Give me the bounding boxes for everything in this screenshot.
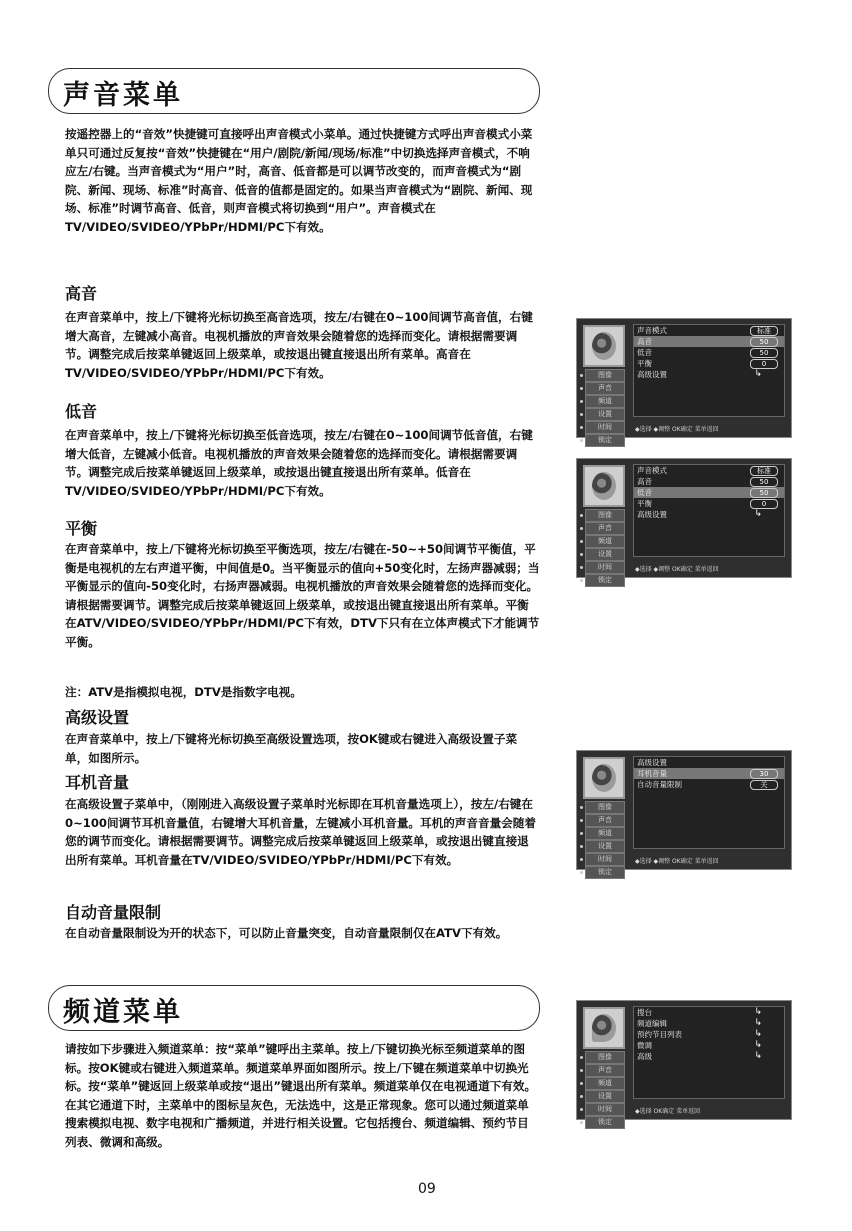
osd-footer: ◆选择 ◆调整 OK确定 菜单返回 [635, 858, 719, 865]
osd-side-item: 时间 [585, 561, 625, 574]
osd-row-selected: 高音 50 [634, 336, 784, 347]
osd-side-item: 设置 [585, 1090, 625, 1103]
osd-row: 预约节目列表 ↳ [637, 1029, 762, 1039]
osd-side-item: 设置 [585, 840, 625, 853]
osd-row: 自动音量限制 关 [634, 779, 784, 790]
osd-row: 频道编辑 ↳ [637, 1018, 762, 1028]
osd-row: 低音 50 [634, 347, 784, 358]
note-text: 注：ATV是指模拟电视，DTV是指数字电视。 [65, 685, 302, 699]
sound-intro-text: 按遥控器上的“音效”快捷键可直接呼出声音模式小菜单。通过快捷键方式呼出声音模式小菜单只可通过反复按“音效”快捷键在“用户/剧院/新闻/现场/标准”中切换选择声音模式，不响应左/右键。当声音模式为“用户”时，高音、低音都是可以调节改变的，而声音模式为“剧院、新闻、现场、标准”时高音、低音的值都是固定的。如果当声音模式为“剧院、新闻、现场、标准”时调节高音、低音，则声音模式将切换到“用户”。声音模式在TV/VIDEO/SVIDEO/YPbPr/HDMI/PC下有效。 [65, 127, 533, 234]
osd-row: 高级 ↳ [637, 1051, 762, 1061]
osd-row: 声音模式 标准 [634, 325, 784, 336]
osd-side-item: 锁定 [585, 866, 625, 879]
satellite-dish-icon [583, 1007, 625, 1049]
bass-title: 低音 [65, 402, 98, 421]
osd-sidebar [585, 369, 625, 447]
balance-text: 在声音菜单中，按上/下键将光标切换至平衡选项，按左/右键在-50~+50间调节平衡值，平衡是电视机的左右声道平衡，中间值是0。当平衡显示的值向+50变化时，左扬声器减弱；当平衡显示的值向-50变化时，右扬声器减弱。电视机播放的声音效果会随着您的选择而变化。请根据需要调节。调整完成后按菜单键返回上级菜单，或按退出键直接退出所有菜单。平衡在ATV/VIDEO/SVIDEO/YPbPr/HDMI/PC下有效，DTV下只有在立体声模式下才能调节平衡。 [65, 542, 540, 649]
osd-panel [633, 464, 785, 557]
sound-menu-header [48, 68, 540, 114]
advanced-title: 高级设置 [65, 708, 130, 727]
osd-sound-treble [576, 318, 792, 444]
bass-text: 在声音菜单中，按上/下键将光标切换至低音选项，按左/右键在0~100间调节低音值，右键增大低音，左键减小低音。电视机播放的声音效果会随着您的选择而变化。请根据需要调节。调整完成后按菜单键返回上级菜单，或按退出键直接退出所有菜单。低音在TV/VIDEO/SVIDEO/YPbPr/HDMI/PC下有效。 [65, 428, 533, 498]
osd-side-item: 频道 [585, 535, 625, 548]
osd-side-item: 图像 [585, 801, 625, 814]
channel-text: 请按如下步骤进入频道菜单：按“菜单”键呼出主菜单。按上/下键切换光标至频道菜单的图标。按OK键或右键进入频道菜单。频道菜单界面如图所示。按上/下键在频道菜单中切换光标。按“菜单”键返回上级菜单或按“退出”键退出所有菜单。频道菜单仅在电视通道下有效。在其它通道下时，主菜单中的图标呈灰色，无法选中，这是正常现象。您可以通过频道菜单搜索模拟电视、数字电视和广播频道，并进行相关设置。它包括搜台、频道编辑、预约节目列表、微调和高级。 [65, 1042, 537, 1149]
osd-row: 高音 50 [634, 476, 784, 487]
balance-title: 平衡 [65, 519, 98, 538]
osd-sidebar [585, 1051, 625, 1129]
speaker-icon [583, 325, 625, 367]
osd-row: 搜台 ↳ [637, 1007, 762, 1017]
osd-channel [576, 1000, 792, 1126]
osd-side-item: 锁定 [585, 1116, 625, 1129]
osd-side-item: 图像 [585, 509, 625, 522]
speaker-icon [583, 465, 625, 507]
earphone-title: 耳机音量 [65, 773, 130, 792]
osd-side-item: 图像 [585, 1051, 625, 1064]
osd-panel [633, 324, 785, 417]
osd-row: 高级设置 ↳ [637, 369, 762, 379]
osd-side-item: 声音 [585, 1064, 625, 1077]
osd-advanced [576, 750, 792, 876]
osd-sound-bass [576, 458, 792, 584]
speaker-icon [583, 757, 625, 799]
osd-row-selected: 耳机音量 30 [634, 768, 784, 779]
avl-title: 自动音量限制 [65, 903, 162, 922]
osd-footer: ◆选择 ◆调整 OK确定 菜单返回 [635, 566, 719, 573]
osd-sidebar [585, 801, 625, 879]
advanced-text: 在声音菜单中，按上/下键将光标切换至高级设置选项，按OK键或右键进入高级设置子菜单，如图所示。 [65, 732, 518, 765]
osd-side-item: 频道 [585, 827, 625, 840]
osd-side-item: 锁定 [585, 574, 625, 587]
avl-text: 在自动音量限制设为开的状态下，可以防止音量突变，自动音量限制仅在ATV下有效。 [65, 926, 508, 940]
osd-side-item: 声音 [585, 382, 625, 395]
osd-side-item: 锁定 [585, 434, 625, 447]
section-title: 频道菜单 [63, 997, 183, 1028]
page-number: 09 [418, 1181, 436, 1197]
osd-panel [633, 1006, 785, 1099]
osd-side-item: 时间 [585, 421, 625, 434]
osd-sidebar [585, 509, 625, 587]
osd-row: 高级设置 ↳ [637, 509, 762, 519]
osd-side-item: 图像 [585, 369, 625, 382]
osd-side-item: 设置 [585, 408, 625, 421]
section-title: 声音菜单 [63, 80, 183, 111]
osd-side-item: 声音 [585, 522, 625, 535]
treble-text: 在声音菜单中，按上/下键将光标切换至高音选项，按左/右键在0~100间调节高音值，右键增大高音，左键减小高音。电视机播放的声音效果会随着您的选择而变化。请根据需要调节。调整完成后按菜单键返回上级菜单，或按退出键直接退出所有菜单。高音在TV/VIDEO/SVIDEO/YPbPr/HDMI/PC下有效。 [65, 310, 533, 380]
osd-side-item: 时间 [585, 1103, 625, 1116]
osd-side-item: 频道 [585, 1077, 625, 1090]
channel-menu-header [48, 985, 540, 1031]
osd-row: 平衡 0 [634, 358, 784, 369]
treble-title: 高音 [65, 284, 98, 303]
osd-side-item: 声音 [585, 814, 625, 827]
osd-row-selected: 低音 50 [634, 487, 784, 498]
osd-panel [633, 756, 785, 849]
osd-row: 微调 ↳ [637, 1040, 762, 1050]
osd-heading: 高级设置 [637, 758, 667, 767]
osd-side-item: 设置 [585, 548, 625, 561]
osd-footer: ◆选择 ◆调整 OK确定 菜单返回 [635, 426, 719, 433]
osd-row: 平衡 0 [634, 498, 784, 509]
osd-footer: ◆选择 OK确定 菜单返回 [635, 1108, 701, 1115]
earphone-text: 在高级设置子菜单中，（刚刚进入高级设置子菜单时光标即在耳机音量选项上），按左/右键在0~100间调节耳机音量值，右键增大耳机音量，左键减小耳机音量。耳机的声音音量会随着您的调节而变化。请根据需要调节。调整完成后按菜单键返回上级菜单，或按退出键直接退出所有菜单。耳机音量在TV/VIDEO/SVIDEO/YPbPr/HDMI/PC下有效。 [65, 797, 536, 867]
osd-side-item: 频道 [585, 395, 625, 408]
osd-side-item: 时间 [585, 853, 625, 866]
osd-row: 声音模式 标准 [634, 465, 784, 476]
